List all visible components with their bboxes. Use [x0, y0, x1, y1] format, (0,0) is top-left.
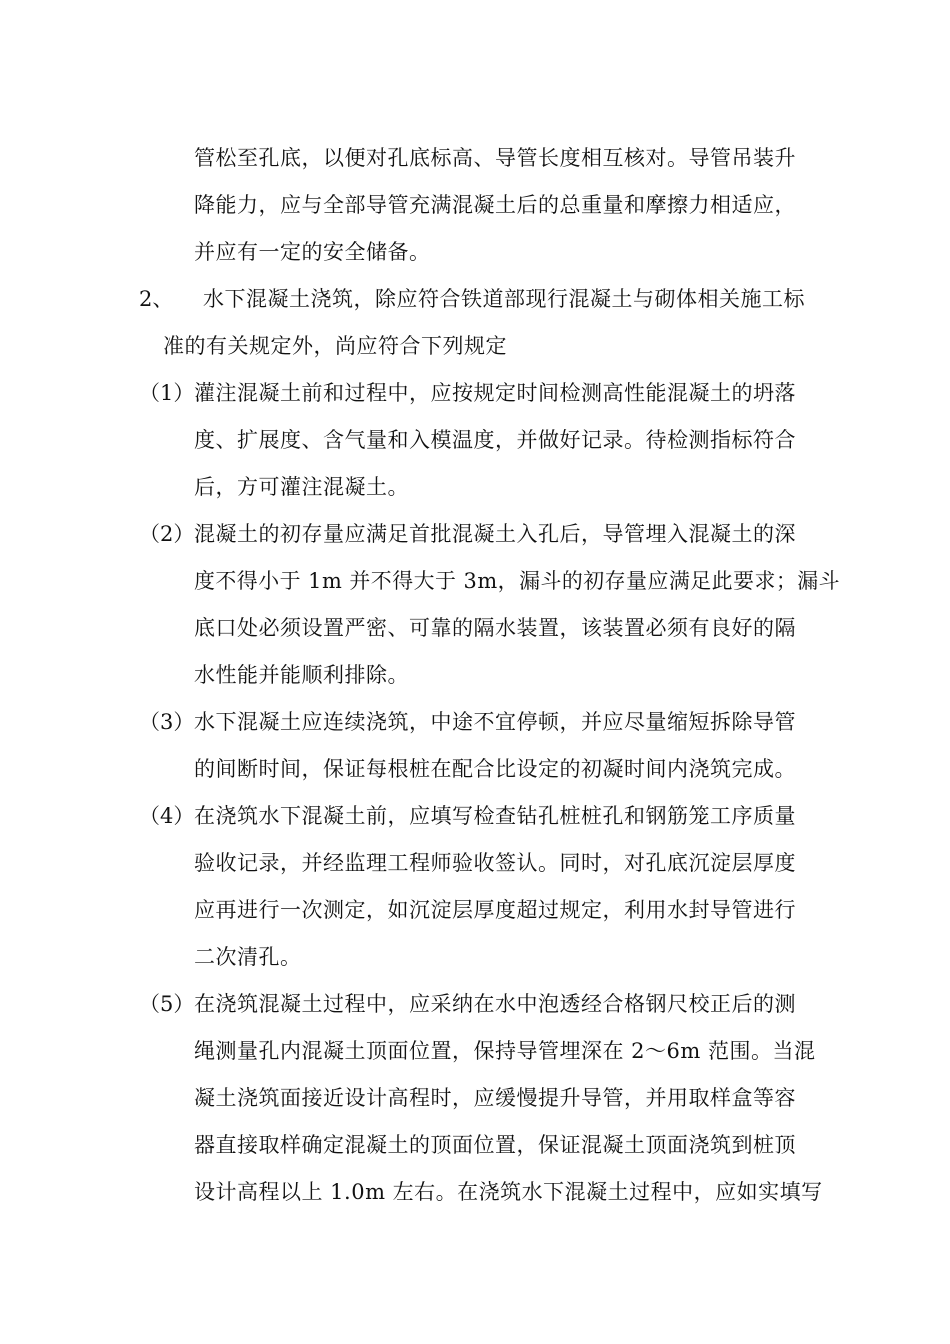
- item-number: （2）: [139, 522, 195, 546]
- item-number: （4）: [139, 804, 195, 828]
- item-line: 灌注混凝土前和过程中，应按规定时间检测高性能混凝土的坍落: [194, 381, 796, 405]
- item-number: （3）: [139, 710, 195, 734]
- intro-line-1: 管松至孔底，以便对孔底标高、导管长度相互核对。导管吊装升: [194, 146, 796, 170]
- item-line: 绳测量孔内混凝土顶面位置，保持导管埋深在 2～6m 范围。当混: [194, 1039, 816, 1063]
- item-line: 的间断时间，保证每根桩在配合比设定的初凝时间内浇筑完成。: [194, 757, 796, 781]
- item-line: 设计高程以上 1.0m 左右。在浇筑水下混凝土过程中，应如实填写: [194, 1180, 823, 1204]
- item-line: 在浇筑水下混凝土前，应填写检查钻孔桩桩孔和钢筋笼工序质量: [194, 804, 796, 828]
- item-line: 度不得小于 1m 并不得大于 3m，漏斗的初存量应满足此要求；漏斗: [194, 569, 841, 593]
- item-line: 器直接取样确定混凝土的顶面位置，保证混凝土顶面浇筑到桩顶: [194, 1133, 796, 1157]
- item-number: （5）: [139, 992, 195, 1016]
- item-line: 水性能并能顺利排除。: [194, 663, 409, 687]
- item-line: 混凝土的初存量应满足首批混凝土入孔后，导管埋入混凝土的深: [194, 522, 796, 546]
- intro-line-3: 并应有一定的安全储备。: [194, 240, 431, 264]
- item-line: 应再进行一次测定，如沉淀层厚度超过规定，利用水封导管进行: [194, 898, 796, 922]
- item-line: 后，方可灌注混凝土。: [194, 475, 409, 499]
- item-line: 度、扩展度、含气量和入模温度，并做好记录。待检测指标符合: [194, 428, 796, 452]
- item-number: （1）: [139, 381, 195, 405]
- section-number: 2、: [139, 287, 174, 311]
- section-line-1: 水下混凝土浇筑，除应符合铁道部现行混凝土与砌体相关施工标: [203, 287, 805, 311]
- item-line: 在浇筑混凝土过程中，应采纳在水中泡透经合格钢尺校正后的测: [194, 992, 796, 1016]
- intro-line-2: 降能力，应与全部导管充满混凝土后的总重量和摩擦力相适应，: [194, 193, 796, 217]
- item-line: 二次清孔。: [194, 945, 302, 969]
- item-line: 验收记录，并经监理工程师验收签认。同时，对孔底沉淀层厚度: [194, 851, 796, 875]
- item-line: 水下混凝土应连续浇筑，中途不宜停顿，并应尽量缩短拆除导管: [194, 710, 796, 734]
- section-line-2: 准的有关规定外，尚应符合下列规定: [163, 334, 507, 358]
- item-line: 凝土浇筑面接近设计高程时，应缓慢提升导管，并用取样盒等容: [194, 1086, 796, 1110]
- item-line: 底口处必须设置严密、可靠的隔水装置，该装置必须有良好的隔: [194, 616, 796, 640]
